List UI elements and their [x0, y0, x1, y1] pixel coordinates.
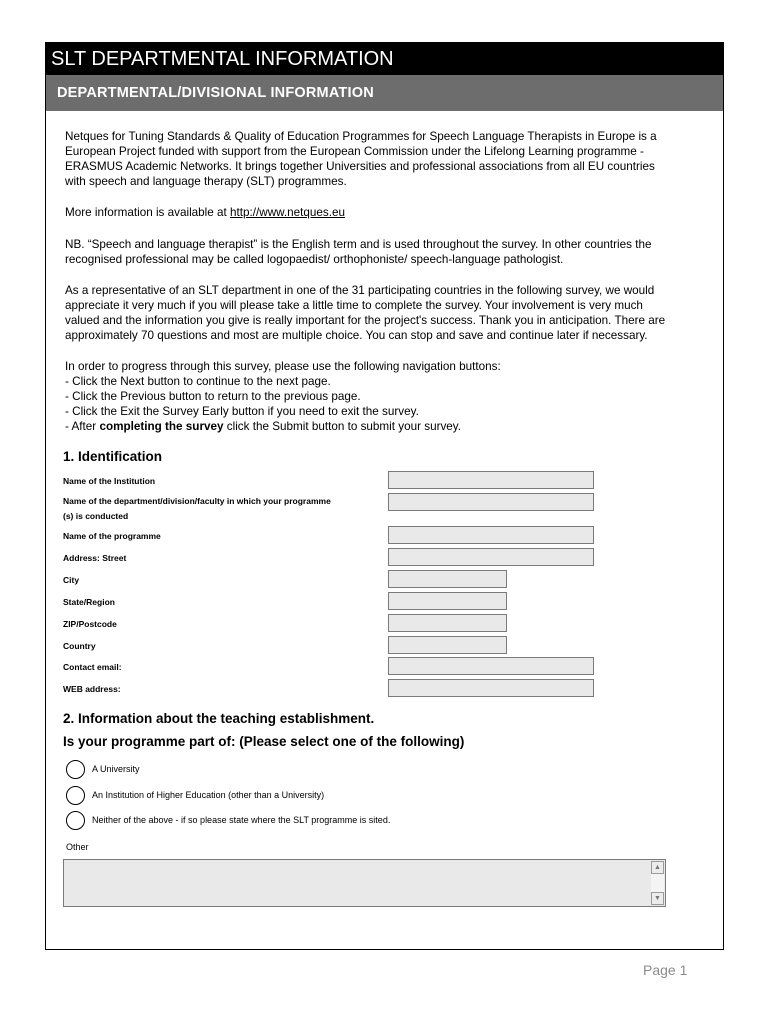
department-label-line2: (s) is conducted	[63, 511, 129, 521]
nav-line: - Click the Next button to continue to the next page.	[65, 375, 331, 388]
city-label: City	[63, 575, 80, 585]
nb-line: NB. “Speech and language therapist” is the English term and is used throughout the survey. In other countries the	[65, 238, 652, 251]
radio-higher-education[interactable]	[66, 786, 85, 805]
navigation-instructions	[65, 359, 725, 434]
country-label: Country	[63, 641, 96, 651]
other-label: Other	[66, 842, 89, 852]
netques-link[interactable]: http://www.netques.eu	[230, 206, 346, 219]
intro-line: Netques for Tuning Standards & Quality of Education Programmes for Speech Language Therapists in Europe is a	[65, 130, 657, 143]
zip-label: ZIP/Postcode	[63, 619, 117, 629]
web-input[interactable]	[388, 679, 594, 697]
street-label: Address: Street	[63, 553, 127, 563]
nav-line: - Click the Exit the Survey Early button if you need to exit the survey.	[65, 405, 419, 418]
intro-line: ERASMUS Academic Networks. It brings together Universities and professional associations from all EU countries	[65, 160, 655, 173]
nb-paragraph	[65, 237, 725, 267]
option-neither-label: Neither of the above - if so please state where the SLT programme is sited.	[92, 815, 391, 825]
institution-label: Name of the Institution	[63, 476, 156, 486]
email-input[interactable]	[388, 657, 594, 675]
web-label: WEB address:	[63, 684, 121, 694]
city-input[interactable]	[388, 570, 507, 588]
country-input[interactable]	[388, 636, 507, 654]
page-number: Page 1	[643, 962, 688, 978]
option-higher-education-label: An Institution of Higher Education (other than a University)	[92, 790, 325, 800]
radio-neither[interactable]	[66, 811, 85, 830]
rep-line: valued and the information you give is really important for the project's success. Thank you in anticipation. There are	[65, 314, 666, 327]
state-input[interactable]	[388, 592, 507, 610]
intro-line: European Project funded with support from the European Commission under the Lifelong Learning programme -	[65, 145, 644, 158]
nav-line-submit	[65, 419, 725, 434]
teaching-establishment-heading: 2. Information about the teaching establishment.	[63, 711, 375, 726]
section-subtitle: DEPARTMENTAL/DIVISIONAL INFORMATION	[46, 75, 723, 111]
intro-paragraph	[65, 129, 725, 189]
rep-line: appreciate it very much if you will please take a little time to complete the survey. Your involvement is very much	[65, 299, 643, 312]
scrollbar-track[interactable]	[651, 874, 664, 892]
nav-submit-bold: completing the survey	[99, 420, 224, 433]
option-university-label: A University	[92, 764, 140, 774]
programme-label: Name of the programme	[63, 531, 161, 541]
other-textarea[interactable]	[63, 859, 666, 907]
nav-submit-suffix: click the Submit button to submit your survey.	[223, 420, 462, 433]
more-info-prefix: More information is available at	[65, 206, 231, 219]
nb-line: recognised professional may be called logopaedist/ orthophoniste/ speech-language pathologist.	[65, 253, 564, 266]
nav-line: In order to progress through this survey, please use the following navigation buttons:	[65, 360, 501, 373]
rep-line: approximately 70 questions and most are multiple choice. You can stop and save and continue later if necessary.	[65, 329, 648, 342]
programme-input[interactable]	[388, 526, 594, 544]
email-label: Contact email:	[63, 662, 122, 672]
more-info-text	[65, 205, 725, 220]
zip-input[interactable]	[388, 614, 507, 632]
programme-question: Is your programme part of: (Please select one of the following)	[63, 734, 465, 749]
department-label-line1: Name of the department/division/faculty in which your programme	[63, 496, 331, 506]
scroll-down-icon[interactable]: ▼	[651, 892, 664, 905]
rep-line: As a representative of an SLT department in one of the 31 participating countries in the following survey, we would	[65, 284, 655, 297]
state-label: State/Region	[63, 597, 115, 607]
intro-line: with speech and language therapy (SLT) programmes.	[65, 175, 347, 188]
identification-heading: 1. Identification	[63, 449, 163, 464]
representative-paragraph	[65, 283, 725, 343]
scroll-up-icon[interactable]: ▲	[651, 861, 664, 874]
page-title: SLT DEPARTMENTAL INFORMATION	[46, 43, 723, 75]
street-input[interactable]	[388, 548, 594, 566]
radio-university[interactable]	[66, 760, 85, 779]
department-input[interactable]	[388, 493, 594, 511]
institution-input[interactable]	[388, 471, 594, 489]
nav-submit-prefix: - After	[65, 420, 100, 433]
nav-line: - Click the Previous button to return to the previous page.	[65, 390, 361, 403]
